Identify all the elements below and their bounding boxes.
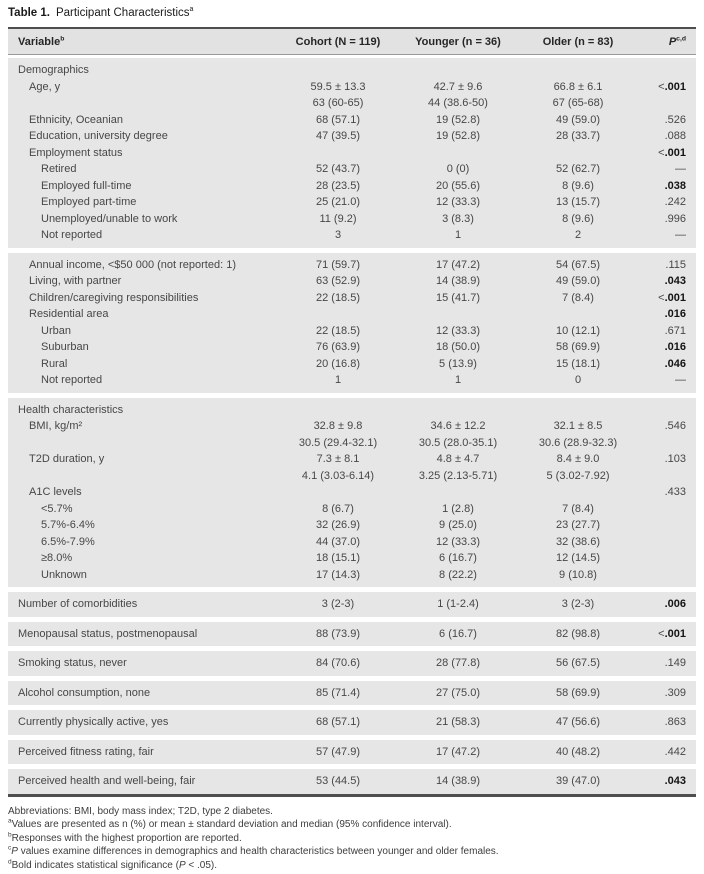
cell-variable: 6.5%-7.9%	[41, 535, 95, 548]
cell-variable: T2D duration, y	[29, 453, 105, 465]
text-run: Values are presented as n (%) or mean ± standard deviation and median (95% confidence interval).	[11, 819, 452, 831]
cell-variable: Age, y	[29, 80, 61, 93]
header-pvalue-label: P	[668, 35, 677, 48]
cell-younger	[398, 402, 518, 419]
cell-variable: Perceived health and well-being, fair	[18, 775, 196, 787]
cell-variable	[8, 435, 278, 452]
cell-younger	[398, 145, 518, 162]
cell-pvalue: <.001	[658, 627, 686, 640]
cell-variable: A1C levels	[29, 486, 82, 498]
cell-pvalue: —	[675, 374, 686, 386]
text-run: P	[11, 846, 18, 858]
cell-younger: 1	[454, 374, 462, 386]
cell-pvalue: .103	[664, 453, 686, 465]
cell-variable: Smoking status, never	[18, 657, 127, 669]
table-row	[8, 79, 696, 96]
cell-variable: Living, with partner	[29, 275, 122, 287]
cell-younger: 28 (77.8)	[435, 657, 481, 669]
table-section	[8, 651, 696, 676]
table-row	[8, 211, 696, 228]
cell-variable: Menopausal status, postmenopausal	[18, 627, 198, 640]
cell-variable: Urban	[41, 324, 71, 337]
cell-younger: 34.6 ± 12.2	[430, 420, 486, 432]
table-section	[8, 710, 696, 735]
cell-older: 2	[574, 229, 582, 241]
cell-cohort: 63 (52.9)	[315, 275, 361, 287]
cell-pvalue: .309	[664, 686, 686, 699]
cell-older: 13 (15.7)	[555, 196, 601, 208]
table-row	[8, 306, 696, 323]
cell-older: 54 (67.5)	[555, 258, 601, 271]
cell-variable: BMI, kg/m²	[29, 420, 83, 432]
cell-older: 8 (9.6)	[562, 179, 594, 192]
table-row	[8, 550, 696, 567]
cell-younger: 12 (33.3)	[435, 324, 481, 337]
table-section	[8, 253, 696, 393]
cell-cohort: 52 (43.7)	[315, 163, 361, 175]
cell-cohort: 8 (6.7)	[322, 502, 354, 515]
cell-younger	[398, 484, 518, 501]
cell-pvalue	[638, 62, 696, 79]
cell-cohort: 68 (57.1)	[315, 716, 361, 728]
cell-older: 32 (38.6)	[555, 535, 601, 548]
cell-pvalue: .242	[664, 196, 686, 208]
cell-pvalue: .006	[664, 598, 686, 610]
cell-younger: 6 (16.7)	[439, 627, 477, 640]
cell-older	[518, 402, 638, 419]
header-younger: Younger (n = 36)	[415, 35, 501, 48]
cell-older: 67 (65-68)	[552, 97, 604, 109]
cell-cohort: 3 (2-3)	[321, 598, 355, 610]
cell-cohort: 3	[334, 229, 342, 241]
cell-older: 3 (2-3)	[561, 598, 595, 610]
less-than-sign: <	[658, 627, 665, 640]
cell-cohort: 20 (16.8)	[315, 357, 361, 370]
table-row	[8, 128, 696, 145]
cell-variable: Not reported	[41, 374, 103, 386]
cell-cohort: 1	[334, 374, 342, 386]
table-row	[8, 744, 696, 761]
cell-pvalue: .996	[664, 212, 686, 225]
table-row	[8, 372, 696, 389]
table-row	[8, 655, 696, 672]
cell-cohort: 32 (26.9)	[315, 519, 361, 531]
text-run: Responses with the highest proportion are reported.	[11, 832, 242, 844]
footnote-line	[8, 845, 696, 859]
text-run: a	[8, 817, 12, 825]
table-row	[8, 194, 696, 211]
cell-cohort: 18 (15.1)	[315, 552, 361, 564]
table-section	[8, 622, 696, 647]
cell-younger: 1 (1-2.4)	[437, 598, 479, 610]
header-variable	[8, 36, 278, 48]
cell-younger: 20 (55.6)	[435, 179, 481, 192]
cell-cohort: 84 (70.6)	[315, 657, 361, 669]
cell-younger: 42.7 ± 9.6	[433, 80, 483, 93]
header-pvalue-superscript: c,d	[676, 34, 686, 42]
table-row	[8, 773, 696, 790]
table-row	[8, 290, 696, 307]
cell-pvalue	[638, 95, 696, 112]
table-section	[8, 58, 696, 248]
footnote-line	[8, 818, 696, 832]
table-row	[8, 517, 696, 534]
cell-younger: 44 (38.6-50)	[428, 97, 488, 109]
footnotes	[8, 805, 696, 873]
cell-variable: Employed full-time	[41, 179, 132, 192]
cell-older: 30.6 (28.9-32.3)	[538, 436, 618, 449]
cell-variable: Unknown	[41, 568, 87, 581]
cell-pvalue	[638, 517, 696, 534]
cell-older: 0	[574, 374, 582, 386]
cell-younger: 12 (33.3)	[435, 535, 481, 548]
cell-variable: ≥8.0%	[41, 552, 73, 564]
cell-variable: Alcohol consumption, none	[18, 686, 151, 699]
table-row	[8, 567, 696, 584]
table-body	[8, 55, 696, 797]
cell-pvalue: .433	[664, 486, 686, 498]
cell-variable: <5.7%	[41, 502, 73, 515]
cell-older: 12 (14.5)	[555, 552, 601, 564]
cell-pvalue: —	[675, 163, 686, 175]
table-section	[8, 769, 696, 794]
cell-pvalue: .088	[664, 130, 686, 142]
cell-pvalue: .043	[664, 775, 686, 787]
table-row	[8, 161, 696, 178]
cell-pvalue	[638, 468, 696, 485]
footnote-line	[8, 805, 696, 819]
table-row	[8, 534, 696, 551]
cell-cohort: 22 (18.5)	[315, 324, 361, 337]
text-run: Abbreviations: BMI, body mass index; T2D, type 2 diabetes.	[8, 805, 273, 817]
cell-cohort: 32.8 ± 9.8	[313, 420, 363, 432]
cell-older: 32.1 ± 8.5	[553, 420, 603, 432]
cell-cohort: 57 (47.9)	[315, 745, 361, 758]
cell-pvalue: <.001	[658, 291, 686, 304]
cell-variable: Ethnicity, Oceanian	[29, 113, 123, 126]
cell-variable: Education, university degree	[29, 130, 168, 142]
text-run: values examine differences in demographics and health characteristics between younger and older females.	[17, 846, 499, 858]
table-row	[8, 435, 696, 452]
cell-cohort	[278, 145, 398, 162]
cell-older: 9 (10.8)	[559, 568, 597, 581]
cell-older: 8.4 ± 9.0	[556, 453, 600, 465]
table-row	[8, 323, 696, 340]
cell-cohort: 47 (39.5)	[315, 130, 361, 142]
cell-variable	[8, 95, 278, 112]
table-row	[8, 626, 696, 643]
table-section	[8, 740, 696, 765]
cell-older	[518, 306, 638, 323]
cell-older: 28 (33.7)	[555, 130, 601, 142]
text-run: Bold indicates statistical significance (	[11, 859, 179, 871]
cell-cohort: 11 (9.2)	[319, 212, 357, 225]
cell-cohort: 22 (18.5)	[315, 291, 361, 304]
cell-older: 49 (59.0)	[555, 113, 601, 126]
cell-cohort: 25 (21.0)	[315, 196, 361, 208]
cell-younger: 1 (2.8)	[442, 502, 474, 515]
text-run: b	[8, 831, 12, 839]
cell-variable: Rural	[41, 357, 68, 370]
cell-older: 47 (56.6)	[555, 716, 601, 728]
cell-younger: 14 (38.9)	[435, 275, 481, 287]
cell-pvalue: .043	[664, 275, 686, 287]
footnote-line	[8, 859, 696, 873]
table-row	[8, 685, 696, 702]
cell-pvalue: .671	[664, 324, 686, 337]
table-row	[8, 418, 696, 435]
table-title	[8, 7, 696, 19]
header-variable-label: Variable	[18, 35, 61, 48]
cell-pvalue: <.001	[658, 146, 686, 159]
cell-variable: Retired	[41, 163, 77, 175]
cell-older: 23 (27.7)	[555, 519, 601, 531]
cell-older: 40 (48.2)	[555, 745, 601, 758]
cell-cohort: 88 (73.9)	[315, 627, 361, 640]
cell-older: 39 (47.0)	[555, 775, 601, 787]
cell-cohort	[278, 306, 398, 323]
table-row	[8, 356, 696, 373]
cell-younger	[398, 62, 518, 79]
cell-variable: Unemployed/unable to work	[41, 212, 178, 225]
table-row	[8, 257, 696, 274]
cell-younger: 4.8 ± 4.7	[436, 453, 480, 465]
cell-pvalue: .546	[664, 420, 686, 432]
cell-cohort	[278, 484, 398, 501]
table-section	[8, 681, 696, 706]
text-run: a	[189, 5, 194, 14]
cell-younger: 15 (41.7)	[435, 291, 481, 304]
cell-younger: 5 (13.9)	[439, 357, 477, 370]
less-than-sign: <	[658, 80, 665, 93]
table-row	[8, 484, 696, 501]
cell-variable	[8, 468, 278, 485]
cell-younger: 3 (8.3)	[442, 212, 474, 225]
cell-younger: 21 (58.3)	[435, 716, 481, 728]
cell-pvalue	[638, 501, 696, 518]
cell-cohort: 7.3 ± 8.1	[316, 453, 360, 465]
table-row	[8, 468, 696, 485]
header-pvalue	[638, 36, 696, 48]
table-section	[8, 398, 696, 588]
text-run: Participant Characteristics	[55, 7, 190, 19]
cell-younger: 8 (22.2)	[439, 568, 477, 581]
cell-variable: Employed part-time	[41, 196, 137, 208]
cell-older: 8 (9.6)	[562, 212, 594, 225]
cell-pvalue	[638, 435, 696, 452]
cell-variable: Health characteristics	[18, 403, 124, 416]
cell-pvalue: .149	[664, 657, 686, 669]
cell-cohort: 30.5 (29.4-32.1)	[298, 436, 378, 449]
cell-pvalue: .863	[664, 716, 686, 728]
cell-variable: Currently physically active, yes	[18, 716, 169, 728]
text-run: d	[8, 858, 12, 866]
cell-pvalue	[638, 534, 696, 551]
table-row	[8, 501, 696, 518]
cell-older: 5 (3.02-7.92)	[546, 469, 610, 482]
table-row	[8, 339, 696, 356]
cell-pvalue	[638, 550, 696, 567]
cell-variable: Residential area	[29, 308, 109, 320]
cell-cohort	[278, 402, 398, 419]
cell-younger: 12 (33.3)	[435, 196, 481, 208]
cell-younger: 0 (0)	[446, 163, 470, 175]
cell-older: 82 (98.8)	[555, 627, 601, 640]
cell-pvalue: .016	[664, 308, 686, 320]
cell-younger: 27 (75.0)	[435, 686, 481, 699]
cell-younger: 14 (38.9)	[435, 775, 481, 787]
table-section	[8, 592, 696, 617]
cell-variable: Demographics	[18, 64, 89, 76]
text-run: c	[8, 844, 12, 852]
cell-younger: 19 (52.8)	[435, 130, 481, 142]
cell-pvalue: .526	[664, 113, 686, 126]
cell-older: 56 (67.5)	[555, 657, 601, 669]
cell-younger	[398, 306, 518, 323]
text-run: Table 1.	[8, 7, 50, 19]
cell-younger: 17 (47.2)	[435, 745, 481, 758]
cell-variable: Children/caregiving responsibilities	[29, 291, 199, 304]
cell-variable: Employment status	[29, 146, 123, 159]
cell-older: 7 (8.4)	[562, 502, 594, 515]
cell-pvalue: .115	[665, 258, 686, 271]
participant-characteristics-table	[8, 27, 696, 797]
cell-cohort: 28 (23.5)	[315, 179, 361, 192]
cell-cohort: 76 (63.9)	[315, 341, 361, 353]
cell-older: 7 (8.4)	[562, 291, 594, 304]
cell-older: 15 (18.1)	[555, 357, 601, 370]
cell-cohort: 53 (44.5)	[315, 775, 361, 787]
table-row	[8, 273, 696, 290]
cell-older	[518, 62, 638, 79]
table-row	[8, 596, 696, 613]
table-row	[8, 62, 696, 79]
cell-cohort: 85 (71.4)	[315, 686, 361, 699]
cell-cohort: 71 (59.7)	[315, 258, 361, 271]
footnote-line	[8, 832, 696, 846]
cell-older	[518, 484, 638, 501]
cell-variable: Annual income, <$50 000 (not reported: 1)	[29, 258, 236, 271]
cell-variable: Suburban	[41, 341, 89, 353]
table-row	[8, 178, 696, 195]
cell-older: 10 (12.1)	[555, 324, 601, 337]
cell-cohort: 63 (60-65)	[312, 97, 364, 109]
cell-older: 66.8 ± 6.1	[553, 80, 603, 93]
cell-older: 58 (69.9)	[555, 341, 601, 353]
less-than-sign: <	[658, 146, 665, 159]
cell-cohort: 17 (14.3)	[315, 568, 361, 581]
cell-pvalue: .046	[664, 357, 686, 370]
cell-pvalue: .442	[664, 745, 686, 758]
cell-younger: 17 (47.2)	[435, 258, 481, 271]
cell-pvalue: .016	[664, 341, 686, 353]
cell-cohort: 68 (57.1)	[315, 113, 361, 126]
cell-variable: Not reported	[41, 229, 103, 241]
cell-younger: 30.5 (28.0-35.1)	[418, 436, 498, 449]
cell-older	[518, 145, 638, 162]
cell-younger: 9 (25.0)	[439, 519, 477, 531]
text-run: < .05).	[185, 859, 218, 871]
cell-variable: Perceived fitness rating, fair	[18, 745, 154, 758]
header-variable-superscript: b	[60, 34, 65, 42]
table-row	[8, 451, 696, 468]
cell-cohort: 4.1 (3.03-6.14)	[301, 469, 375, 482]
header-cohort: Cohort (N = 119)	[295, 35, 381, 48]
cell-pvalue: —	[675, 229, 686, 241]
table-row	[8, 145, 696, 162]
cell-older: 49 (59.0)	[555, 275, 601, 287]
cell-pvalue	[638, 402, 696, 419]
cell-cohort: 59.5 ± 13.3	[310, 80, 366, 93]
header-older: Older (n = 83)	[542, 35, 614, 48]
cell-younger: 6 (16.7)	[439, 552, 477, 564]
text-run: P	[178, 859, 186, 871]
cell-cohort	[278, 62, 398, 79]
table-row	[8, 402, 696, 419]
cell-younger: 1	[454, 229, 462, 241]
cell-pvalue	[638, 567, 696, 584]
cell-younger: 19 (52.8)	[435, 113, 481, 126]
cell-variable: Number of comorbidities	[18, 598, 138, 610]
cell-variable: 5.7%-6.4%	[41, 519, 95, 531]
cell-cohort: 44 (37.0)	[315, 535, 361, 548]
table-row	[8, 95, 696, 112]
table-row	[8, 714, 696, 731]
cell-younger: 18 (50.0)	[435, 341, 481, 353]
cell-pvalue: .038	[664, 179, 686, 192]
less-than-sign: <	[658, 291, 665, 304]
table-row	[8, 227, 696, 244]
cell-older: 58 (69.9)	[555, 686, 601, 699]
cell-older: 52 (62.7)	[555, 163, 601, 175]
cell-pvalue: <.001	[658, 80, 686, 93]
table-row	[8, 112, 696, 129]
table-header-row	[8, 27, 696, 55]
cell-younger: 3.25 (2.13-5.71)	[418, 469, 498, 482]
